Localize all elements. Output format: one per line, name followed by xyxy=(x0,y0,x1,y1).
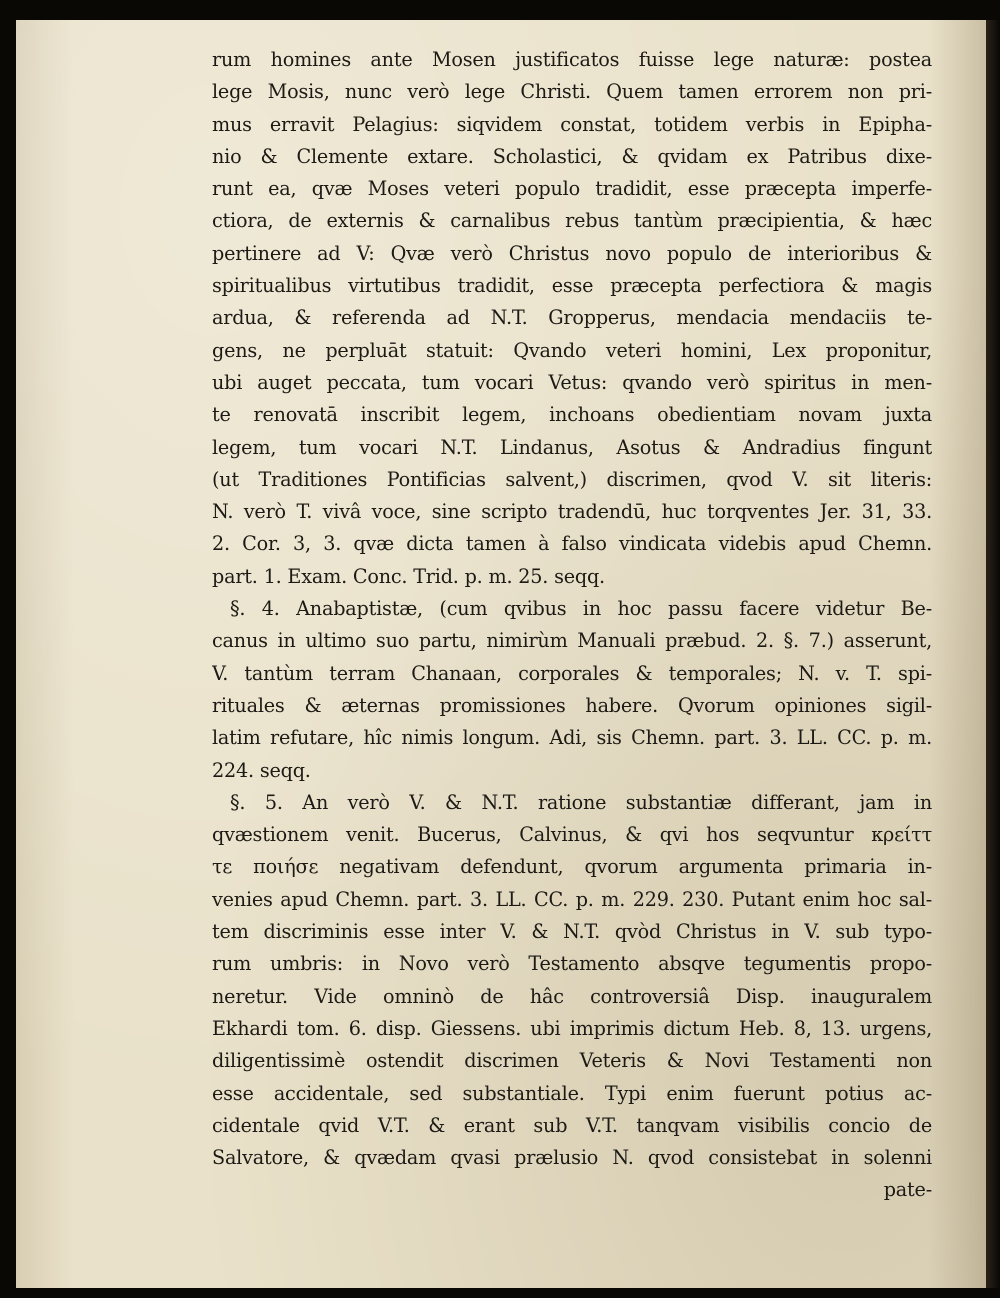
text-line: te renovatā inscribit legem, inchoans obedientiam novam juxta xyxy=(212,403,932,427)
text-line: rum homines ante Mosen justificatos fuisse lege naturæ: postea xyxy=(212,48,932,71)
text-line: N. verò T. vivâ voce, sine scripto tradendū, huc torqventes Jer. 31, 33. xyxy=(212,500,932,524)
text-line: part. 1. Exam. Conc. Trid. p. m. 25. seqq. xyxy=(212,564,605,588)
text-line: legem, tum vocari N.T. Lindanus, Asotus & Andradius fingunt xyxy=(212,435,932,459)
text-line: lege Mosis, nunc verò lege Christi. Quem tamen errorem non pri- xyxy=(212,80,932,104)
text-line: venies apud Chemn. part. 3. LL. CC. p. m. 229. 230. Putant enim hoc sal- xyxy=(212,887,932,911)
page-text xyxy=(212,44,932,1207)
text-line: rum umbris: in Novo verò Testamento absqve tegumentis propo- xyxy=(212,952,932,976)
text-line: pertinere ad V: Qvæ verò Christus novo populo de interioribus & xyxy=(212,241,932,265)
catchword: pate- xyxy=(883,1178,932,1202)
text-line: canus in ultimo suo partu, nimirùm Manuali præbud. 2. §. 7.) asserunt, xyxy=(212,629,932,653)
text-line: qvæstionem venit. Bucerus, Calvinus, & qvi hos seqvuntur κρείττ xyxy=(212,823,932,847)
text-line: latim refutare, hîc nimis longum. Adi, sis Chemn. part. 3. LL. CC. p. m. xyxy=(212,726,932,750)
text-line: ubi auget peccata, tum vocari Vetus: qvando verò spiritus in men- xyxy=(212,370,932,394)
text-line: cidentale qvid V.T. & erant sub V.T. tanqvam visibilis concio de xyxy=(212,1113,932,1137)
text-line: runt ea, qvæ Moses veteri populo tradidit, esse præcepta imperfe- xyxy=(212,177,932,201)
text-line: 224. seqq. xyxy=(212,758,311,782)
text-line: §. 5. An verò V. & N.T. ratione substantiæ differant, jam in xyxy=(230,790,932,814)
page-edge-shadow xyxy=(986,20,1000,1288)
text-line: neretur. Vide omninò de hâc controversiâ Disp. inauguralem xyxy=(212,984,932,1008)
text-line: Ekhardi tom. 6. disp. Giessens. ubi imprimis dictum Heb. 8, 13. urgens, xyxy=(212,1016,932,1040)
text-line: (ut Traditiones Pontificias salvent,) discrimen, qvod V. sit literis: xyxy=(212,467,932,491)
text-line: τε ποιήσε negativam defendunt, qvorum argumenta primaria in- xyxy=(212,855,932,879)
text-line: rituales & æternas promissiones habere. Qvorum opiniones sigil- xyxy=(212,693,932,717)
text-line: §. 4. Anabaptistæ, (cum qvibus in hoc passu facere videtur Be- xyxy=(230,597,932,621)
text-line: diligentissimè ostendit discrimen Veteris & Novi Testamenti non xyxy=(212,1049,932,1073)
text-line: tem discriminis esse inter V. & N.T. qvòd Christus in V. sub typo- xyxy=(212,920,932,944)
text-line: esse accidentale, sed substantiale. Typi enim fuerunt potius ac- xyxy=(212,1081,932,1105)
text-line: ardua, & referenda ad N.T. Gropperus, mendacia mendaciis te- xyxy=(212,306,932,330)
text-line: nio & Clemente extare. Scholastici, & qvidam ex Patribus dixe- xyxy=(212,144,932,168)
text-line: V. tantùm terram Chanaan, corporales & temporales; N. v. T. spi- xyxy=(212,661,932,685)
text-line: Salvatore, & qvædam qvasi prælusio N. qvod consistebat in solenni xyxy=(212,1146,932,1170)
text-line: ctiora, de externis & carnalibus rebus tantùm præcipientia, & hæc xyxy=(212,209,932,233)
text-line: 2. Cor. 3, 3. qvæ dicta tamen à falso vindicata videbis apud Chemn. xyxy=(212,532,932,556)
text-line: mus erravit Pelagius: siqvidem constat, totidem verbis in Epipha- xyxy=(212,112,932,136)
text-line: gens, ne perpluāt statuit: Qvando veteri homini, Lex proponitur, xyxy=(212,338,932,362)
text-line: spiritualibus virtutibus tradidit, esse præcepta perfectiora & magis xyxy=(212,274,932,298)
